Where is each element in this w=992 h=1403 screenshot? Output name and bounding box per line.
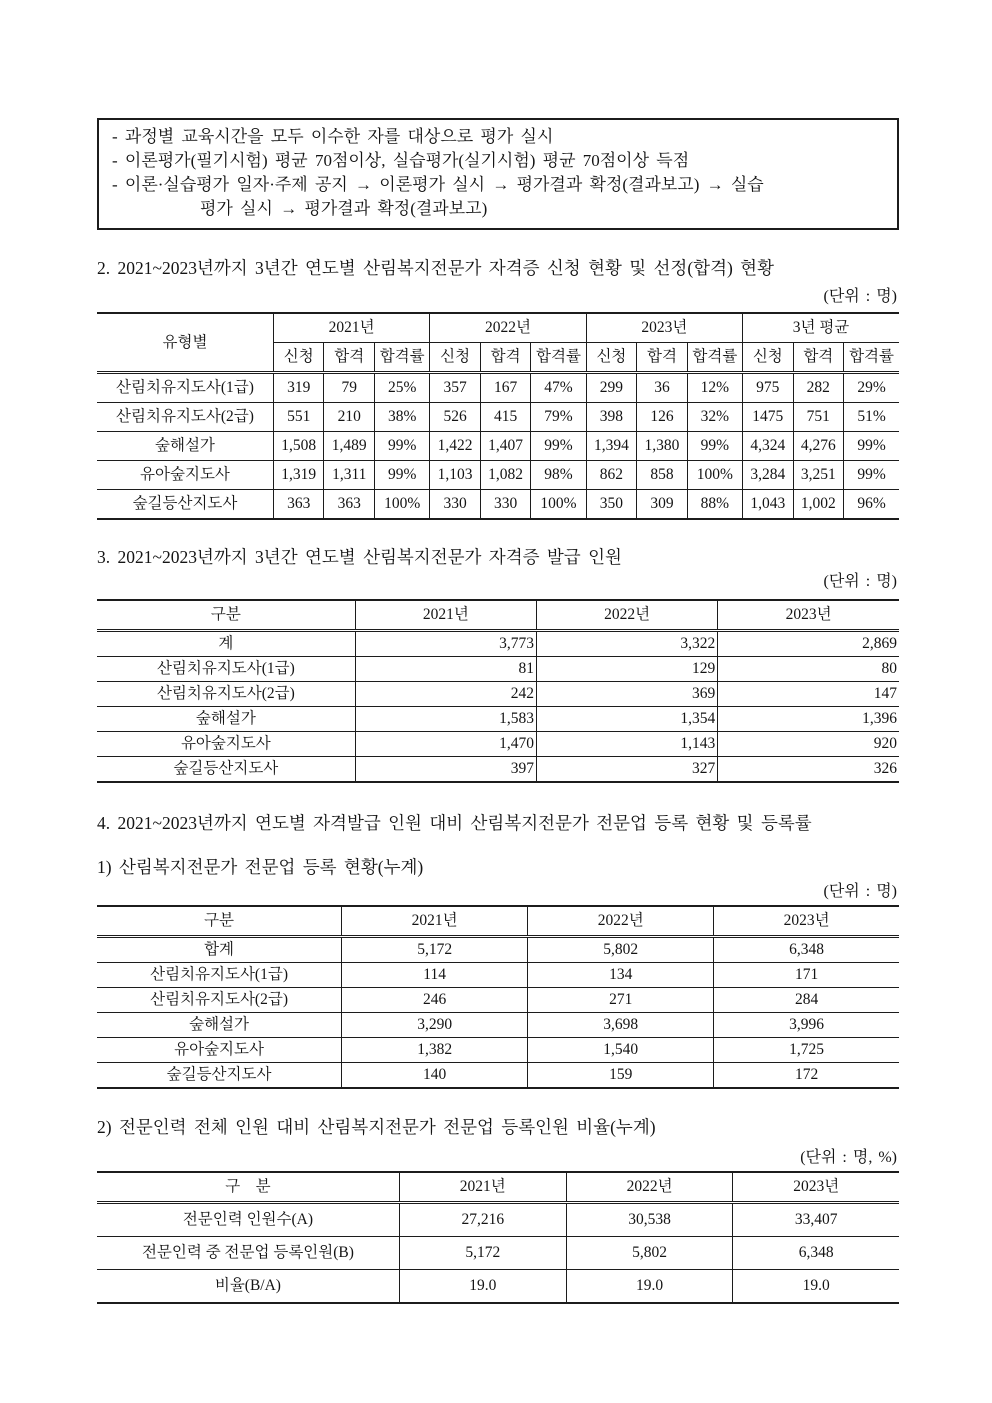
value-cell: 330 [430, 490, 481, 520]
value-cell: 363 [273, 490, 324, 520]
value-cell: 79% [531, 403, 586, 432]
value-cell: 271 [528, 988, 714, 1013]
row-label-cell: 산림치유지도사(1급) [97, 963, 342, 988]
value-cell: 27,216 [399, 1203, 566, 1237]
section2-heading: 2. 2021~2023년까지 3년간 연도별 산림복지전문가 자격증 신청 현황 및 선정(합격) 현황 [97, 258, 774, 278]
value-cell: 242 [355, 682, 536, 707]
subcol-header-cell: 합격 [637, 343, 688, 373]
value-cell: 3,290 [342, 1013, 528, 1038]
value-cell: 36 [637, 373, 688, 403]
table-row [97, 1270, 899, 1304]
value-cell: 1,508 [273, 432, 324, 461]
value-cell: 1,382 [342, 1038, 528, 1063]
column-header-cell: 2023년 [733, 1172, 899, 1203]
section4-sub2-unit-label: (단위 : 명, %) [800, 1149, 897, 1166]
value-cell: 99% [374, 461, 429, 490]
value-cell: 363 [324, 490, 375, 520]
value-cell: 99% [844, 461, 899, 490]
value-cell: 4,324 [743, 432, 794, 461]
value-cell: 5,802 [566, 1237, 733, 1270]
value-cell: 33,407 [733, 1203, 899, 1237]
row-label-cell: 계 [97, 631, 355, 657]
notice-line: - 과정별 교육시간을 모두 이수한 자를 대상으로 평가 실시 [112, 127, 554, 146]
row-label-cell: 산림치유지도사(2급) [97, 988, 342, 1013]
table-row [97, 707, 899, 732]
column-header-cell: 2022년 [536, 600, 717, 631]
value-cell: 398 [586, 403, 637, 432]
value-cell: 326 [718, 757, 899, 783]
table-row [97, 1237, 899, 1270]
table-row [97, 373, 899, 403]
row-label-cell: 숲길등산지도사 [97, 490, 273, 520]
year-header-cell: 2021년 [273, 313, 429, 343]
value-cell: 3,284 [743, 461, 794, 490]
subcol-header-cell: 합격률 [531, 343, 586, 373]
value-cell: 100% [531, 490, 586, 520]
value-cell: 129 [536, 657, 717, 682]
column-header-cell: 2023년 [714, 906, 899, 937]
value-cell: 1,540 [528, 1038, 714, 1063]
header-row [97, 600, 899, 631]
value-cell: 2,869 [718, 631, 899, 657]
value-cell: 3,698 [528, 1013, 714, 1038]
value-cell: 551 [273, 403, 324, 432]
header-row [97, 906, 899, 937]
column-header-cell: 2021년 [342, 906, 528, 937]
value-cell: 6,348 [733, 1237, 899, 1270]
table-row [97, 1013, 899, 1038]
subcol-header-cell: 합격 [480, 343, 531, 373]
value-cell: 171 [714, 963, 899, 988]
value-cell: 350 [586, 490, 637, 520]
table-row [97, 937, 899, 963]
column-header-cell: 구분 [97, 600, 355, 631]
section4-sub1-unit-label: (단위 : 명) [823, 883, 897, 900]
value-cell: 210 [324, 403, 375, 432]
row-label-cell: 합계 [97, 937, 342, 963]
value-cell: 1,583 [355, 707, 536, 732]
value-cell: 1,407 [480, 432, 531, 461]
value-cell: 975 [743, 373, 794, 403]
subcol-header-cell: 신청 [743, 343, 794, 373]
subcol-header-cell: 신청 [586, 343, 637, 373]
section2-unit-label: (단위 : 명) [823, 288, 897, 305]
table-row [97, 1203, 899, 1237]
year-header-cell: 2022년 [430, 313, 586, 343]
value-cell: 79 [324, 373, 375, 403]
value-cell: 147 [718, 682, 899, 707]
value-cell: 88% [687, 490, 742, 520]
value-cell: 12% [687, 373, 742, 403]
value-cell: 134 [528, 963, 714, 988]
table-row [97, 757, 899, 783]
value-cell: 1,354 [536, 707, 717, 732]
value-cell: 19.0 [733, 1270, 899, 1304]
row-label-cell: 전문인력 인원수(A) [97, 1203, 399, 1237]
value-cell: 327 [536, 757, 717, 783]
value-cell: 47% [531, 373, 586, 403]
value-cell: 1,043 [743, 490, 794, 520]
table-row [97, 461, 899, 490]
value-cell: 19.0 [399, 1270, 566, 1304]
column-header-cell: 2022년 [566, 1172, 733, 1203]
value-cell: 99% [374, 432, 429, 461]
value-cell: 38% [374, 403, 429, 432]
row-label-cell: 유아숲지도사 [97, 1038, 342, 1063]
table-row [97, 1038, 899, 1063]
value-cell: 1,082 [480, 461, 531, 490]
section3-unit-label: (단위 : 명) [823, 573, 897, 590]
value-cell: 751 [793, 403, 844, 432]
value-cell: 5,172 [342, 937, 528, 963]
year-header-cell: 2023년 [586, 313, 742, 343]
value-cell: 114 [342, 963, 528, 988]
value-cell: 126 [637, 403, 688, 432]
registration-table [97, 905, 899, 1089]
value-cell: 19.0 [566, 1270, 733, 1304]
value-cell: 1,380 [637, 432, 688, 461]
subcol-header-cell: 합격 [324, 343, 375, 373]
section3-heading: 3. 2021~2023년까지 3년간 연도별 산림복지전문가 자격증 발급 인원 [97, 547, 622, 567]
value-cell: 4,276 [793, 432, 844, 461]
subcol-header-cell: 합격률 [844, 343, 899, 373]
value-cell: 159 [528, 1063, 714, 1089]
table-row [97, 682, 899, 707]
value-cell: 3,996 [714, 1013, 899, 1038]
value-cell: 1,103 [430, 461, 481, 490]
value-cell: 1,470 [355, 732, 536, 757]
value-cell: 1475 [743, 403, 794, 432]
row-label-cell: 숲길등산지도사 [97, 757, 355, 783]
value-cell: 1,725 [714, 1038, 899, 1063]
table-row [97, 1063, 899, 1089]
value-cell: 299 [586, 373, 637, 403]
value-cell: 3,322 [536, 631, 717, 657]
value-cell: 32% [687, 403, 742, 432]
value-cell: 81 [355, 657, 536, 682]
value-cell: 526 [430, 403, 481, 432]
value-cell: 29% [844, 373, 899, 403]
row-label-cell: 산림치유지도사(1급) [97, 657, 355, 682]
row-label-cell: 숲길등산지도사 [97, 1063, 342, 1089]
value-cell: 284 [714, 988, 899, 1013]
row-label-cell: 비율(B/A) [97, 1270, 399, 1304]
table-row [97, 657, 899, 682]
table-row [97, 403, 899, 432]
issue-table [97, 599, 899, 783]
column-header-cell: 2021년 [355, 600, 536, 631]
value-cell: 1,422 [430, 432, 481, 461]
column-header-cell: 2023년 [718, 600, 899, 631]
year-header-row [97, 313, 899, 343]
value-cell: 319 [273, 373, 324, 403]
value-cell: 3,773 [355, 631, 536, 657]
table-row [97, 631, 899, 657]
value-cell: 1,319 [273, 461, 324, 490]
value-cell: 100% [687, 461, 742, 490]
column-header-cell: 구분 [97, 906, 342, 937]
row-label-cell: 숲해설가 [97, 432, 273, 461]
row-label-cell: 산림치유지도사(2급) [97, 403, 273, 432]
value-cell: 98% [531, 461, 586, 490]
row-label-cell: 유아숲지도사 [97, 732, 355, 757]
value-cell: 862 [586, 461, 637, 490]
header-row [97, 1172, 899, 1203]
table-row [97, 988, 899, 1013]
row-label-cell: 숲해설가 [97, 1013, 342, 1038]
value-cell: 172 [714, 1063, 899, 1089]
column-header-cell: 2021년 [399, 1172, 566, 1203]
subcol-header-cell: 신청 [430, 343, 481, 373]
row-label-cell: 유아숲지도사 [97, 461, 273, 490]
section4-heading: 4. 2021~2023년까지 연도별 자격발급 인원 대비 산림복지전문가 전문업 등록 현황 및 등록률 [97, 813, 812, 833]
subcol-header-cell: 합격률 [687, 343, 742, 373]
notice-line: - 이론·실습평가 일자·주제 공지 → 이론평가 실시 → 평가결과 확정(결과보고) → 실습 [112, 175, 764, 194]
value-cell: 282 [793, 373, 844, 403]
value-cell: 1,489 [324, 432, 375, 461]
value-cell: 1,396 [718, 707, 899, 732]
notice-line: 평가 실시 → 평가결과 확정(결과보고) [200, 199, 488, 218]
value-cell: 96% [844, 490, 899, 520]
subcol-header-cell: 합격률 [374, 343, 429, 373]
section4-sub2-heading: 2) 전문인력 전체 인원 대비 산림복지전문가 전문업 등록인원 비율(누계) [97, 1117, 656, 1137]
value-cell: 1,394 [586, 432, 637, 461]
value-cell: 80 [718, 657, 899, 682]
year-header-cell: 3년 평균 [743, 313, 899, 343]
value-cell: 6,348 [714, 937, 899, 963]
row-label-cell: 숲해설가 [97, 707, 355, 732]
row-label-cell: 산림치유지도사(2급) [97, 682, 355, 707]
value-cell: 5,802 [528, 937, 714, 963]
value-cell: 920 [718, 732, 899, 757]
value-cell: 25% [374, 373, 429, 403]
table-row [97, 963, 899, 988]
value-cell: 30,538 [566, 1203, 733, 1237]
value-cell: 369 [536, 682, 717, 707]
table-row [97, 732, 899, 757]
table-row [97, 432, 899, 461]
value-cell: 51% [844, 403, 899, 432]
value-cell: 1,002 [793, 490, 844, 520]
value-cell: 246 [342, 988, 528, 1013]
row-label-cell: 산림치유지도사(1급) [97, 373, 273, 403]
column-header-cell: 2022년 [528, 906, 714, 937]
value-cell: 357 [430, 373, 481, 403]
value-cell: 1,143 [536, 732, 717, 757]
value-cell: 99% [531, 432, 586, 461]
value-cell: 100% [374, 490, 429, 520]
column-header-cell: 구 분 [97, 1172, 399, 1203]
value-cell: 415 [480, 403, 531, 432]
value-cell: 3,251 [793, 461, 844, 490]
subcol-header-cell: 합격 [793, 343, 844, 373]
value-cell: 858 [637, 461, 688, 490]
value-cell: 1,311 [324, 461, 375, 490]
value-cell: 140 [342, 1063, 528, 1089]
cert-apply-table [97, 312, 899, 520]
value-cell: 99% [844, 432, 899, 461]
value-cell: 309 [637, 490, 688, 520]
table-row [97, 490, 899, 520]
notice-line: - 이론평가(필기시험) 평균 70점이상, 실습평가(실기시험) 평균 70점이상 득점 [112, 151, 690, 170]
row-label-cell: 전문인력 중 전문업 등록인원(B) [97, 1237, 399, 1270]
value-cell: 397 [355, 757, 536, 783]
subcol-header-cell: 신청 [273, 343, 324, 373]
notice-box [97, 118, 899, 230]
section4-sub1-heading: 1) 산림복지전문가 전문업 등록 현황(누계) [97, 857, 424, 877]
value-cell: 167 [480, 373, 531, 403]
value-cell: 330 [480, 490, 531, 520]
value-cell: 99% [687, 432, 742, 461]
ratio-table [97, 1171, 899, 1304]
value-cell: 5,172 [399, 1237, 566, 1270]
corner-header-cell: 유형별 [97, 313, 273, 373]
